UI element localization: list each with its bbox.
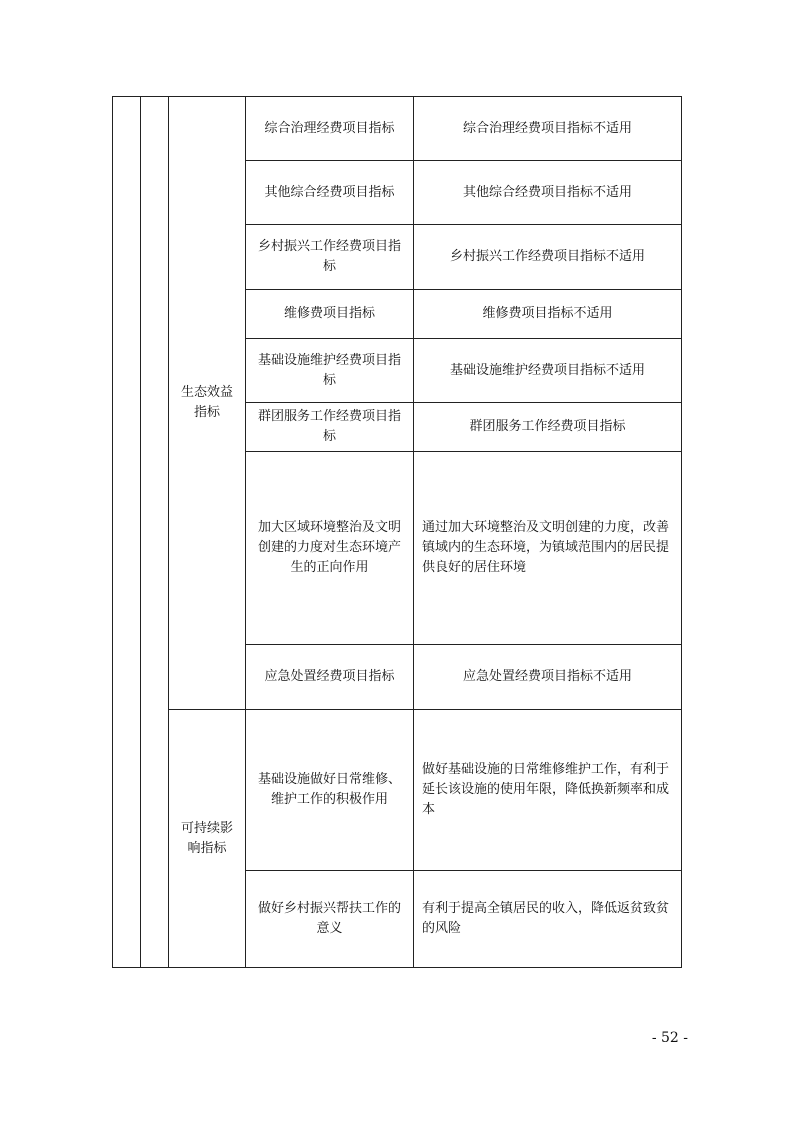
category-cell: 生态效益指标 <box>169 97 246 710</box>
page-number: - 52 - <box>651 1030 688 1046</box>
indicator-table <box>112 96 682 968</box>
indicator-cell: 基础设施做好日常维修、维护工作的积极作用 <box>246 710 414 871</box>
description-cell: 维修费项目指标不适用 <box>414 290 682 339</box>
description-cell: 综合治理经费项目指标不适用 <box>414 97 682 161</box>
description-cell: 做好基础设施的日常维修维护工作，有利于延长该设施的使用年限，降低换新频率和成本 <box>414 710 682 871</box>
description-cell: 有利于提高全镇居民的收入，降低返贫致贫的风险 <box>414 871 682 968</box>
indicator-cell: 群团服务工作经费项目指标 <box>246 403 414 452</box>
description-cell: 通过加大环境整治及文明创建的力度，改善镇域内的生态环境，为镇域范围内的居民提供良好的居住环境 <box>414 452 682 645</box>
indicator-cell: 维修费项目指标 <box>246 290 414 339</box>
indicator-cell: 做好乡村振兴帮扶工作的意义 <box>246 871 414 968</box>
indicator-cell: 综合治理经费项目指标 <box>246 97 414 161</box>
description-cell: 乡村振兴工作经费项目指标不适用 <box>414 225 682 290</box>
indicator-cell: 其他综合经费项目指标 <box>246 161 414 225</box>
indicator-cell: 加大区域环境整治及文明创建的力度对生态环境产生的正向作用 <box>246 452 414 645</box>
indicator-cell: 基础设施维护经费项目指标 <box>246 339 414 403</box>
table-row <box>113 710 682 871</box>
table-row <box>113 97 682 161</box>
indicator-cell: 乡村振兴工作经费项目指标 <box>246 225 414 290</box>
description-cell: 群团服务工作经费项目指标 <box>414 403 682 452</box>
blank-column-1 <box>113 97 141 968</box>
blank-column-2 <box>141 97 169 968</box>
indicator-cell: 应急处置经费项目指标 <box>246 645 414 710</box>
category-cell: 可持续影响指标 <box>169 710 246 968</box>
description-cell: 应急处置经费项目指标不适用 <box>414 645 682 710</box>
description-cell: 基础设施维护经费项目指标不适用 <box>414 339 682 403</box>
description-cell: 其他综合经费项目指标不适用 <box>414 161 682 225</box>
